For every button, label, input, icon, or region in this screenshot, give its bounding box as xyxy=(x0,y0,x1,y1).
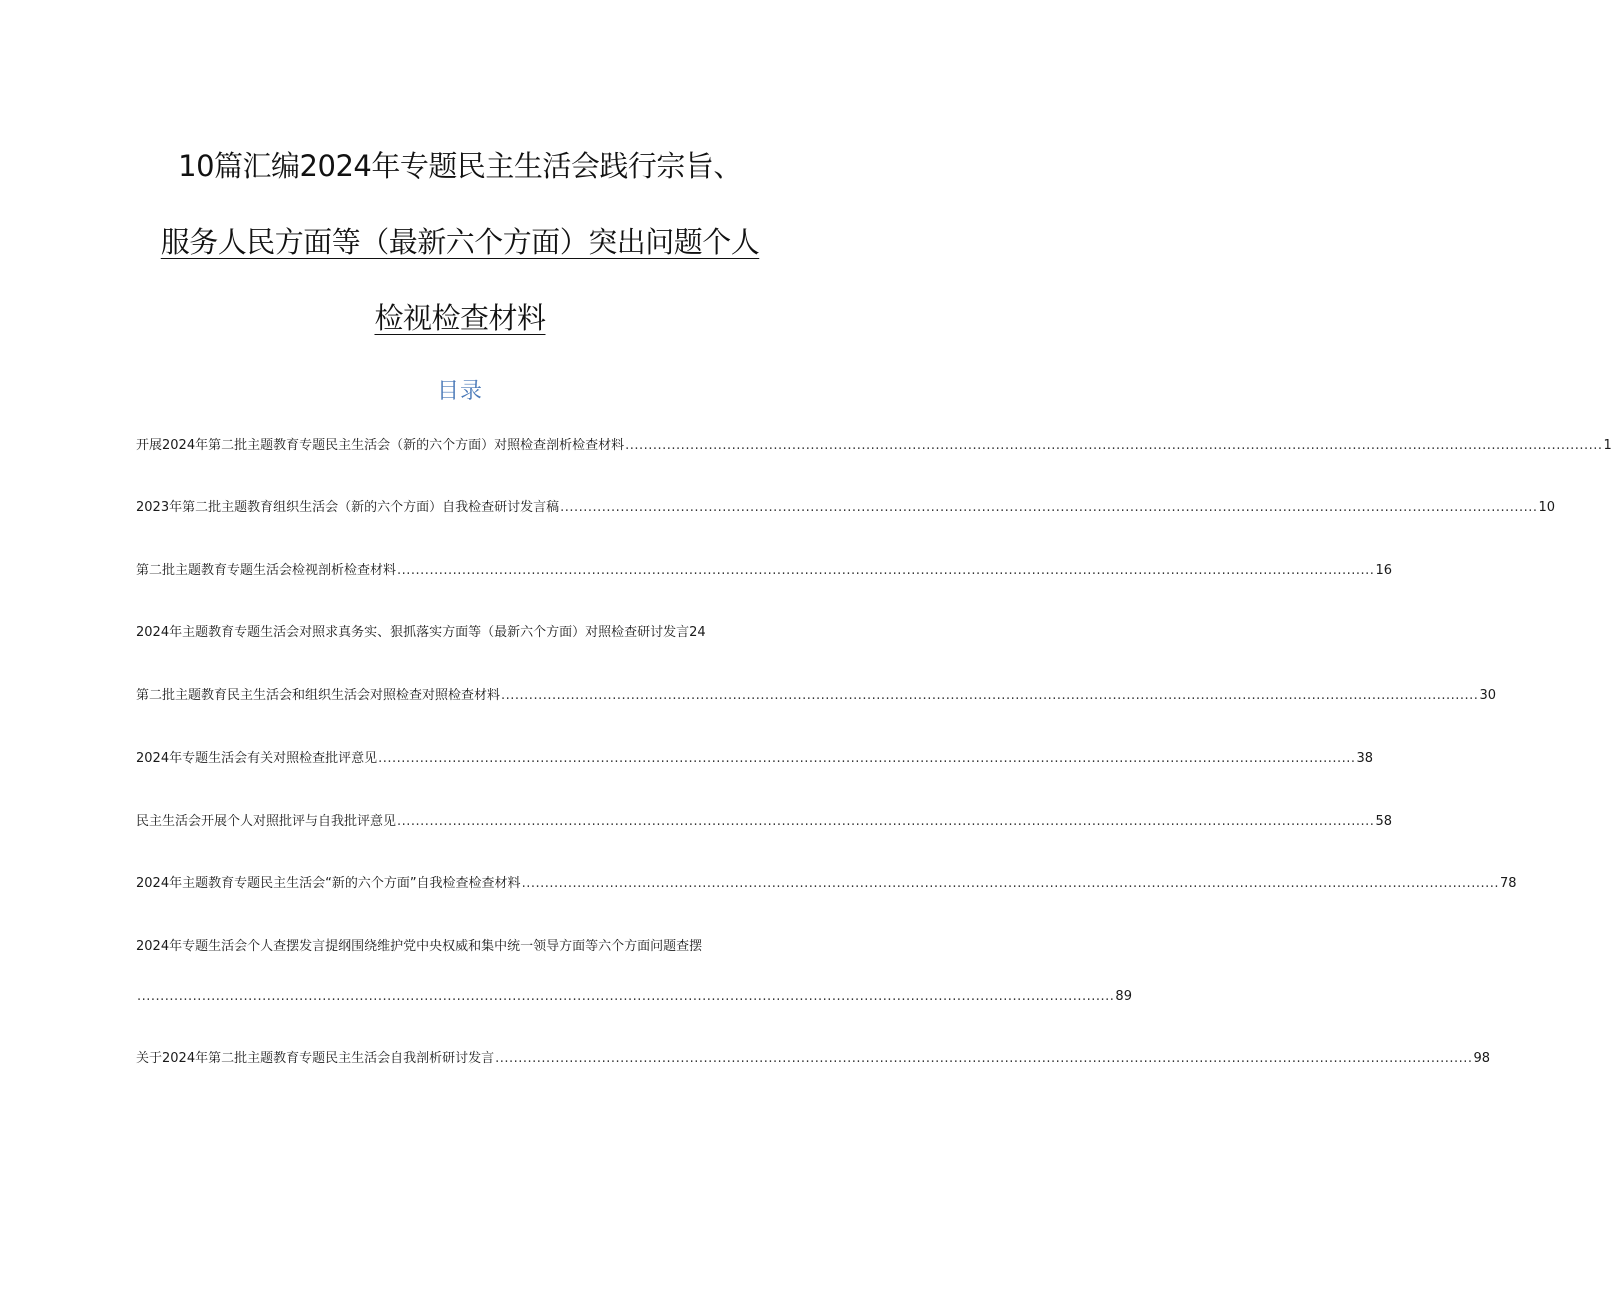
toc-dot-leader: ................................................................................................................................................................................................................... xyxy=(501,688,1479,703)
toc-entry-title: 第二批主题教育专题生活会检视剖析检查材料 xyxy=(136,563,397,578)
toc-dot-leader: ................................................................................................................................................................................................................... xyxy=(378,751,1356,766)
document-title xyxy=(0,128,920,356)
toc-entry-page: 10 xyxy=(1538,500,1556,515)
toc-dot-leader: ................................................................................................................................................................................................................... xyxy=(495,1051,1473,1066)
toc-entry[interactable] xyxy=(136,560,1392,582)
title-line-1: 10篇汇编2024年专题民主生活会践行宗旨、 xyxy=(178,149,742,183)
toc-entry-title: 2023年第二批主题教育组织生活会（新的六个方面）自我检查研讨发言稿 xyxy=(136,500,560,515)
toc-dot-leader: ................................................................................................................................................................................................................... xyxy=(137,989,1115,1004)
toc-dot-leader: ................................................................................................................................................................................................................... xyxy=(397,563,1375,578)
toc-entry[interactable] xyxy=(136,622,776,644)
toc-entry[interactable] xyxy=(136,497,1556,519)
toc-entry-continuation[interactable] xyxy=(136,986,1132,1008)
toc-entry[interactable] xyxy=(136,873,1517,895)
toc-entry-title: 第二批主题教育民主生活会和组织生活会对照检查对照检查材料 xyxy=(136,688,501,703)
toc-entry-page: 16 xyxy=(1375,563,1392,578)
toc-entry-page: 98 xyxy=(1473,1051,1491,1066)
toc-dot-leader: ................................................................................................................................................................................................................... xyxy=(397,814,1375,829)
toc-entry-page: 1 xyxy=(1603,438,1612,453)
toc-entry-title: 2024年专题生活会个人查摆发言提纲围绕维护党中央权威和集中统一领导方面等六个方面问题查摆 xyxy=(136,939,703,954)
toc-entry[interactable] xyxy=(136,748,1374,770)
toc-heading: 目录 xyxy=(436,379,483,404)
toc-entry[interactable] xyxy=(136,1048,1491,1070)
toc-entry-page: 89 xyxy=(1115,989,1132,1004)
toc-entry-title: 民主生活会开展个人对照批评与自我批评意见 xyxy=(136,814,397,829)
toc-dot-leader: ................................................................................................................................................................................................................... xyxy=(625,438,1603,453)
toc-entry-page: 58 xyxy=(1375,814,1392,829)
toc-entry[interactable] xyxy=(136,685,1496,707)
toc-entry-title: 开展2024年第二批主题教育专题民主生活会（新的六个方面）对照检查剖析检查材料 xyxy=(136,438,625,453)
toc-entry[interactable] xyxy=(136,936,776,958)
toc-entry-page: 24 xyxy=(689,625,706,640)
toc-entry-page: 78 xyxy=(1499,876,1517,891)
title-line-2: 服务人民方面等（最新六个方面）突出问题个人 xyxy=(160,225,760,259)
toc-entry-title: 2024年主题教育专题生活会对照求真务实、狠抓落实方面等（最新六个方面）对照检查研讨发言 xyxy=(136,625,690,640)
toc-entry-page: 38 xyxy=(1356,751,1374,766)
title-line-3: 检视检查材料 xyxy=(374,301,546,335)
toc-dot-leader: ................................................................................................................................................................................................................... xyxy=(560,500,1538,515)
toc-entry-title: 关于2024年第二批主题教育专题民主生活会自我剖析研讨发言 xyxy=(136,1051,495,1066)
toc-entry-title: 2024年主题教育专题民主生活会“新的六个方面”自我检查检查材料 xyxy=(136,876,521,891)
toc-entry[interactable] xyxy=(136,435,1612,457)
toc-dot-leader: ................................................................................................................................................................................................................... xyxy=(521,876,1499,891)
toc-entry[interactable] xyxy=(136,811,1392,833)
toc-entry-page: 30 xyxy=(1479,688,1496,703)
toc-entry-title: 2024年专题生活会有关对照检查批评意见 xyxy=(136,751,378,766)
